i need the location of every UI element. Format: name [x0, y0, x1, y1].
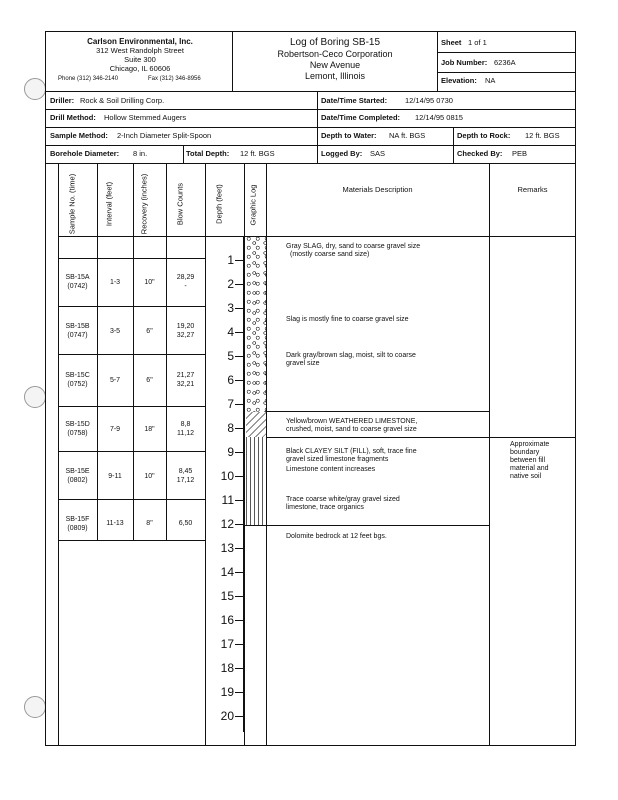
sample-4-recovery: 18" — [144, 426, 155, 433]
sample-2-id: SB-15B — [65, 323, 90, 330]
company-name: Carlson Environmental, Inc. — [87, 37, 193, 46]
remark-line-1: Approximate — [510, 441, 550, 448]
company-phone: Phone (312) 346-2140 — [58, 76, 119, 82]
sample-1-id: SB-15A — [65, 274, 90, 281]
depth-to-water-label: Depth to Water: — [321, 131, 377, 140]
sheet-value: 1 of 1 — [468, 38, 487, 47]
desc-slag-2: (mostly coarse sand size) — [290, 251, 370, 258]
desc-dark-slag: Dark gray/brown slag, moist, silt to coarse — [286, 352, 416, 359]
company-address1: 312 West Randolph Street — [96, 46, 184, 55]
sample-5-blows: 8,45 — [178, 468, 193, 475]
remark-line-3: between fill — [510, 457, 546, 464]
depth-label-6: 6 — [227, 373, 234, 387]
depth-label-11: 11 — [221, 493, 234, 507]
sample-4-interval: 7-9 — [109, 426, 121, 433]
sample-1-blows: 28,29 — [176, 274, 195, 281]
desc-limestone: Yellow/brown WEATHERED LIMESTONE, — [286, 418, 418, 425]
depth-label-4: 4 — [227, 325, 234, 339]
depth-label-13: 13 — [220, 541, 234, 555]
sample-2-blows-2: 32,27 — [176, 332, 195, 339]
desc-clayey-silt: Black CLAYEY SILT (FILL), soft, trace fine — [286, 448, 417, 455]
depth-label-10: 10 — [220, 469, 234, 483]
sample-6-recovery: 8" — [146, 520, 153, 527]
remark-line-5: native soil — [510, 473, 542, 480]
borehole-diameter-value: 8 in. — [133, 149, 148, 158]
depth-label-19: 19 — [220, 685, 234, 699]
logged-by-value: SAS — [370, 149, 386, 158]
date-completed-value: 12/14/95 0815 — [415, 113, 463, 122]
sample-3-blows-2: 32,21 — [176, 381, 195, 388]
company-fax: Fax (312) 346-8956 — [148, 76, 201, 82]
depth-label-18: 18 — [220, 661, 234, 675]
date-started-label: Date/Time Started: — [321, 96, 388, 105]
drill-method-label: Drill Method: — [50, 113, 96, 122]
depth-label-17: 17 — [220, 637, 234, 651]
desc-dark-slag-2: gravel size — [286, 360, 320, 367]
col-remarks: Remarks — [517, 185, 548, 194]
sample-5-interval: 9-11 — [108, 473, 122, 480]
col-blow-counts: Blow Counts — [175, 182, 185, 226]
desc-slag: Gray SLAG, dry, sand to coarse gravel size — [286, 243, 421, 250]
total-depth-value: 12 ft. BGS — [240, 149, 275, 158]
depth-label-20: 20 — [220, 709, 234, 723]
sample-2-time: (0747) — [67, 332, 88, 339]
job-number-value: 6236A — [494, 58, 516, 67]
col-sample-no: Sample No. (time) — [67, 173, 77, 235]
company-city: Chicago, IL 60606 — [109, 64, 171, 73]
depth-label-9: 9 — [227, 445, 234, 459]
desc-limestone-content: Limestone content increases — [286, 466, 376, 473]
depth-label-7: 7 — [227, 397, 234, 411]
col-interval: Interval (feet) — [104, 181, 114, 227]
logged-by-label: Logged By: — [321, 149, 363, 158]
sample-1-recovery: 10" — [144, 279, 155, 286]
depth-to-rock-value: 12 ft. BGS — [525, 131, 560, 140]
depth-label-3: 3 — [227, 301, 234, 315]
desc-slag-gravel: Slag is mostly fine to coarse gravel size — [286, 316, 409, 323]
sample-2-interval: 3-5 — [109, 328, 121, 335]
sample-5-blows-2: 17,12 — [176, 477, 195, 484]
total-depth-label: Total Depth: — [186, 149, 230, 158]
depth-label-14: 14 — [220, 565, 234, 579]
sample-2-blows: 19,20 — [176, 323, 195, 330]
date-completed-label: Date/Time Completed: — [321, 113, 401, 122]
depth-label-12: 12 — [220, 517, 234, 531]
sample-4-blows: 8,8 — [180, 421, 191, 428]
sample-3-recovery: 6" — [146, 377, 153, 384]
sample-1-blows-2: - — [184, 283, 187, 290]
col-materials-description: Materials Description — [342, 185, 413, 194]
log-title: Log of Boring SB-15 — [289, 37, 381, 48]
sample-4-blows-2: 11,12 — [177, 430, 194, 437]
graphic-log-slag — [246, 236, 266, 412]
sample-6-interval: 11-13 — [106, 520, 124, 527]
col-recovery: Recovery (inches) — [139, 173, 149, 235]
sample-5-id: SB-15E — [65, 468, 90, 475]
checked-by-label: Checked By: — [457, 149, 503, 158]
company-address2: Suite 300 — [124, 55, 156, 64]
depth-label-1: 1 — [227, 253, 234, 267]
binder-hole-middle — [24, 386, 46, 408]
sample-2-recovery: 6" — [146, 328, 153, 335]
remark-line-4: material and — [510, 465, 549, 472]
sample-3-interval: 5-7 — [109, 377, 121, 384]
sample-6-time: (0809) — [67, 525, 88, 532]
graphic-log-clayey-silt — [246, 437, 266, 525]
log-site: New Avenue — [309, 60, 361, 70]
desc-dolomite: Dolomite bedrock at 12 feet bgs. — [286, 533, 387, 540]
desc-trace-gravel-2: limestone, trace organics — [286, 504, 364, 511]
desc-limestone-2: crushed, moist, sand to coarse gravel size — [286, 426, 417, 433]
sample-method-label: Sample Method: — [50, 131, 108, 140]
sample-5-time: (0802) — [67, 477, 88, 484]
sample-1-interval: 1-3 — [109, 279, 121, 286]
depth-label-15: 15 — [220, 589, 234, 603]
sample-3-blows: 21,27 — [176, 372, 195, 379]
sample-3-time: (0752) — [67, 381, 88, 388]
depth-label-8: 8 — [227, 421, 234, 435]
sample-4-id: SB-15D — [65, 421, 90, 428]
sample-6-id: SB-15F — [65, 516, 90, 523]
drill-method-value: Hollow Stemmed Augers — [104, 113, 187, 122]
depth-label-2: 2 — [227, 277, 234, 291]
binder-hole-top — [24, 78, 46, 100]
remark-line-2: boundary — [510, 449, 540, 456]
depth-label-16: 16 — [220, 613, 234, 627]
binder-hole-bottom — [24, 696, 46, 718]
checked-by-value: PEB — [512, 149, 528, 158]
sample-4-time: (0758) — [67, 430, 88, 437]
elevation-value: NA — [485, 76, 496, 85]
depth-to-water-value: NA ft. BGS — [389, 131, 426, 140]
depth-label-5: 5 — [227, 349, 234, 363]
log-client: Robertson-Ceco Corporation — [277, 49, 393, 59]
col-depth: Depth (feet) — [214, 184, 224, 224]
elevation-label: Elevation: — [441, 76, 477, 85]
depth-to-rock-label: Depth to Rock: — [457, 131, 511, 140]
sample-6-blows: 6,50 — [178, 520, 193, 527]
job-number-label: Job Number: — [441, 58, 488, 67]
log-city: Lemont, Illinois — [304, 71, 366, 81]
driller-label: Driller: — [50, 96, 75, 105]
sample-5-recovery: 10" — [144, 473, 155, 480]
driller-value: Rock & Soil Drilling Corp. — [80, 96, 165, 105]
date-started-value: 12/14/95 0730 — [405, 96, 453, 105]
sheet-label: Sheet — [441, 38, 462, 47]
borehole-diameter-label: Borehole Diameter: — [50, 149, 120, 158]
sample-1-time: (0742) — [67, 283, 88, 290]
desc-trace-gravel: Trace coarse white/gray gravel sized — [286, 496, 400, 503]
graphic-log-limestone — [246, 412, 266, 437]
sample-3-id: SB-15C — [65, 372, 90, 379]
col-graphic-log: Graphic Log — [248, 184, 258, 226]
sample-method-value: 2-Inch Diameter Split-Spoon — [117, 131, 212, 140]
desc-clayey-silt-2: gravel sized limestone fragments — [286, 456, 389, 463]
